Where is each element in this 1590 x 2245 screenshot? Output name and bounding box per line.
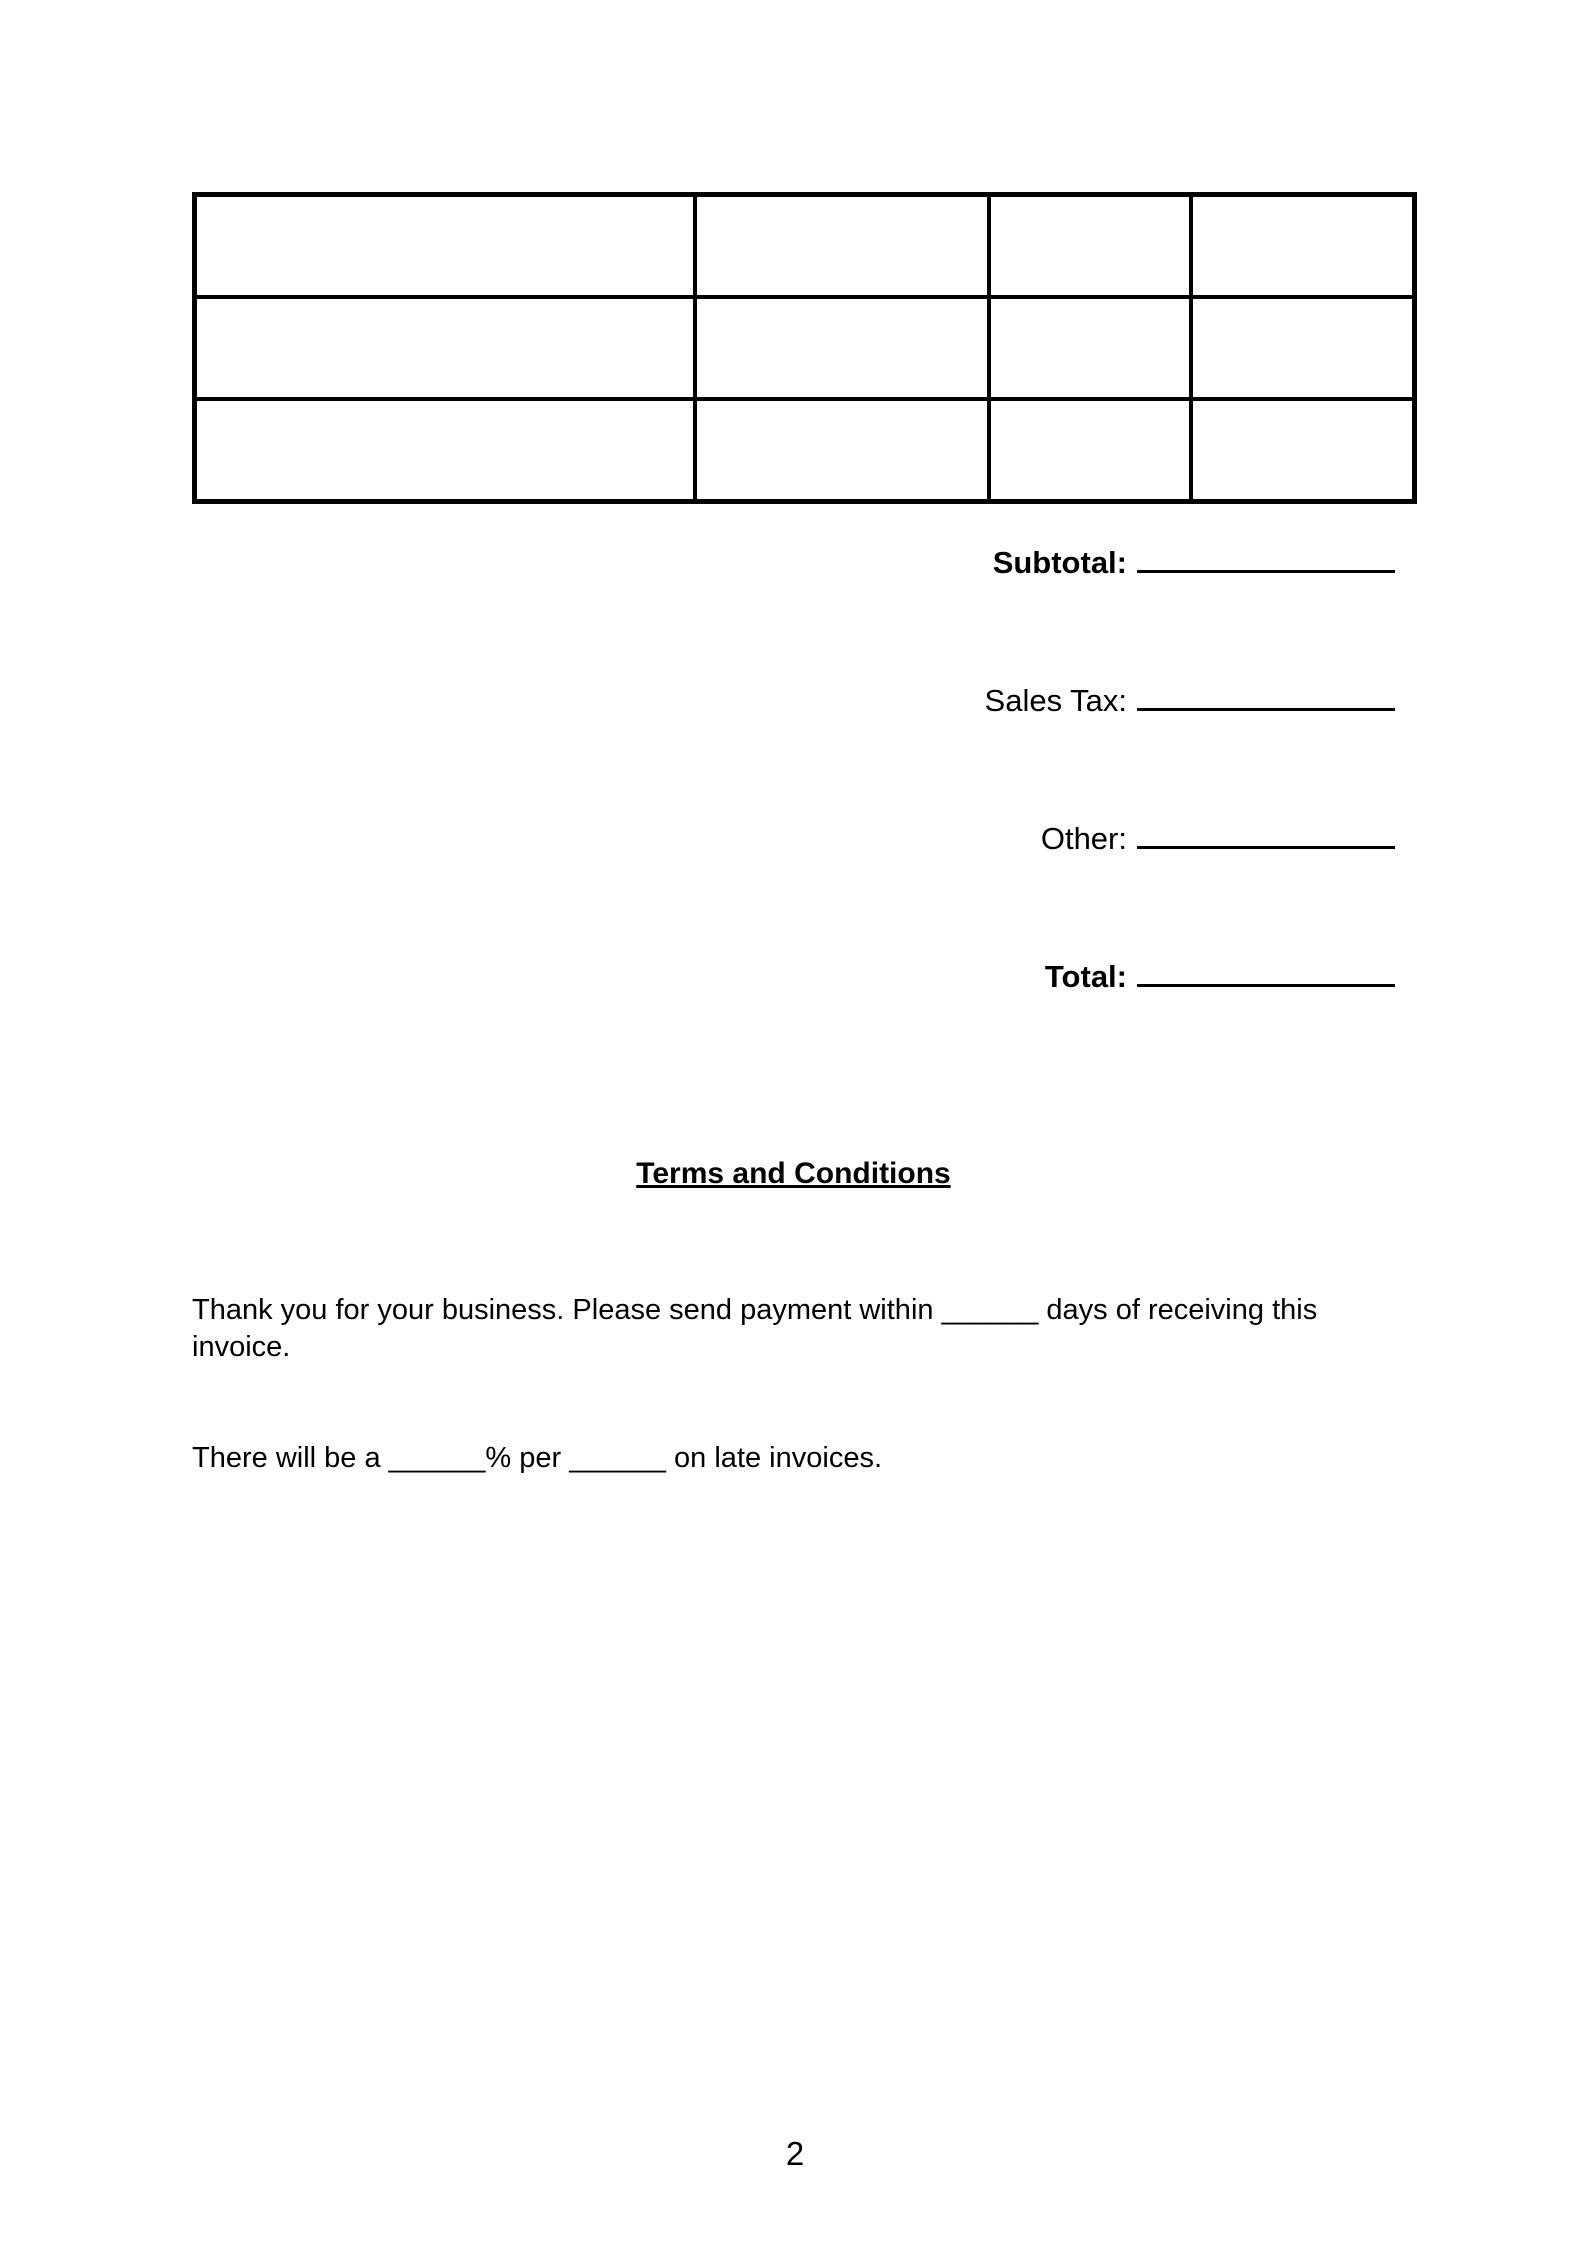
- totals-row-sales-tax: [192, 678, 1395, 816]
- table-row: [195, 399, 1415, 502]
- total-value-blank[interactable]: [1137, 954, 1395, 987]
- cell-description[interactable]: [195, 399, 696, 502]
- line-items-table: [192, 192, 1417, 504]
- table-row: [195, 297, 1415, 399]
- cell-description[interactable]: [195, 297, 696, 399]
- cell-unit-price[interactable]: [989, 297, 1191, 399]
- sales-tax-label: Sales Tax:: [984, 683, 1127, 718]
- subtotal-label: Subtotal:: [992, 545, 1127, 580]
- total-label: Total:: [1044, 959, 1127, 994]
- totals-row-total: [192, 954, 1395, 1092]
- cell-quantity[interactable]: [695, 399, 989, 502]
- cell-quantity[interactable]: [695, 297, 989, 399]
- cell-amount[interactable]: [1191, 399, 1415, 502]
- terms-and-conditions-heading: Terms and Conditions: [636, 1157, 951, 1190]
- other-label: Other:: [1040, 821, 1127, 856]
- terms-line-2: There will be a ______% per ______ on late invoices.: [192, 1442, 883, 1474]
- cell-unit-price[interactable]: [989, 399, 1191, 502]
- cell-amount[interactable]: [1191, 195, 1415, 298]
- page-number: 2: [785, 2135, 805, 2172]
- totals-row-subtotal: [192, 540, 1395, 678]
- sales-tax-value-blank[interactable]: [1137, 678, 1395, 711]
- totals-block: [192, 540, 1395, 1092]
- cell-quantity[interactable]: [695, 195, 989, 298]
- subtotal-value-blank[interactable]: [1137, 540, 1395, 573]
- cell-description[interactable]: [195, 195, 696, 298]
- terms-line-1: Thank you for your business. Please send payment within ______ days of receiving this invoice.: [192, 1294, 1326, 1363]
- terms-and-conditions-body: [192, 1218, 1402, 1551]
- other-value-blank[interactable]: [1137, 816, 1395, 849]
- table-row: [195, 195, 1415, 298]
- cell-amount[interactable]: [1191, 297, 1415, 399]
- totals-row-other: [192, 816, 1395, 954]
- cell-unit-price[interactable]: [989, 195, 1191, 298]
